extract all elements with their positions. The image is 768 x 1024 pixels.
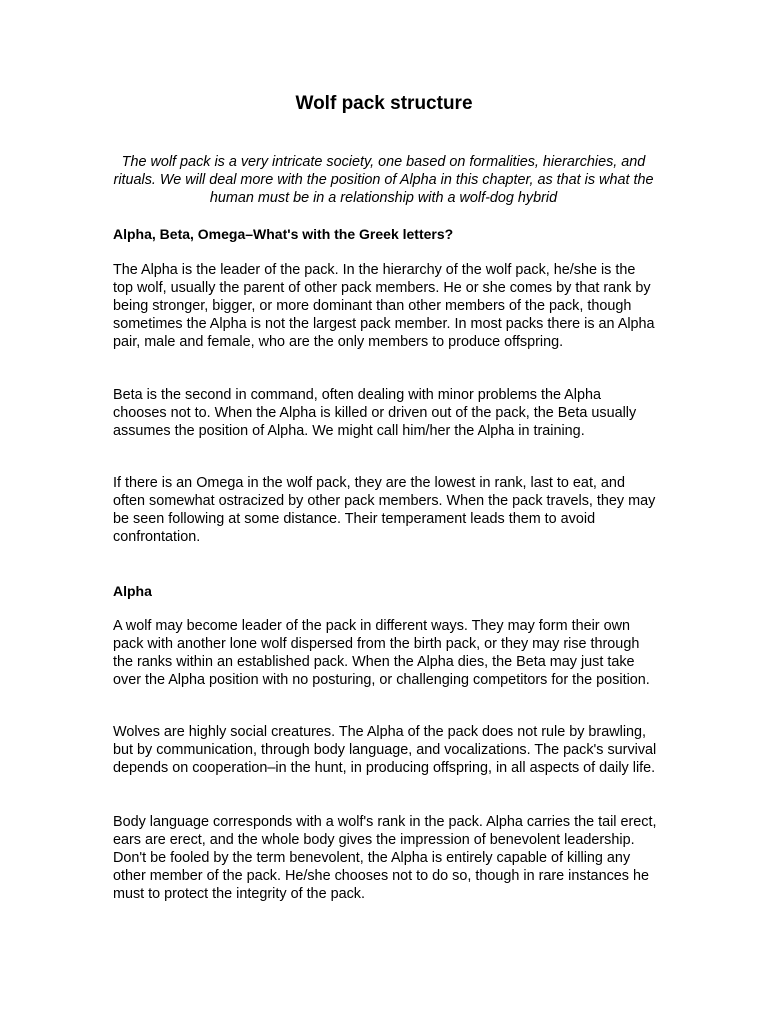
paragraph-body-language: Body language corresponds with a wolf's rank in the pack. Alpha carries the tail erect, ears are erect, and the whole body gives the impression of benevolent leadership. Don't be fooled by the term benevolent, the Alpha is entirely capable of killing any other member of the pack. He/she chooses not to do so, though in rare instances he must to protect the integrity of the pack. [113,814,657,902]
paragraph-becoming-leader: A wolf may become leader of the pack in different ways. They may form their own pack with another lone wolf dispersed from the birth pack, or they may rise through the ranks within an established pack. When the Alpha dies, the Beta may just take over the Alpha position with no posturing, or challenging competitors for the position. [113,618,650,688]
page-title: Wolf pack structure [295,93,473,114]
paragraph-social-creatures: Wolves are highly social creatures. The Alpha of the pack does not rule by brawling, but by communication, through body language, and vocalizations. The pack's survival depends on cooperation–in the hunt, in producing offspring, in all aspects of daily life. [113,724,657,776]
paragraph-alpha-definition: The Alpha is the leader of the pack. In the hierarchy of the wolf pack, he/she is the top wolf, usually the parent of other pack members. He or she comes by that rank by being stronger, bigger, or more dominant than other members of the pack, though sometimes the Alpha is not the largest pack member. In most packs there is an Alpha pair, male and female, who are the only members to produce offspring. [113,262,655,350]
paragraph-omega-definition: If there is an Omega in the wolf pack, they are the lowest in rank, last to eat, and often somewhat ostracized by other pack members. When the pack travels, they may be seen following at some distance. Their temperament leads them to avoid confrontation. [113,475,656,545]
intro-paragraph: The wolf pack is a very intricate society, one based on formalities, hierarchies, and rituals. We will deal more with the position of Alpha in this chapter, as that is what the human must be in a relationship with a wolf-dog hybrid [113,154,654,206]
section-heading-alpha: Alpha [113,583,152,599]
paragraph-beta-definition: Beta is the second in command, often dealing with minor problems the Alpha chooses not to. When the Alpha is killed or driven out of the pack, the Beta usually assumes the position of Alpha. We might call him/her the Alpha in training. [113,387,637,439]
section-heading-greek-letters: Alpha, Beta, Omega–What's with the Greek letters? [113,226,454,242]
